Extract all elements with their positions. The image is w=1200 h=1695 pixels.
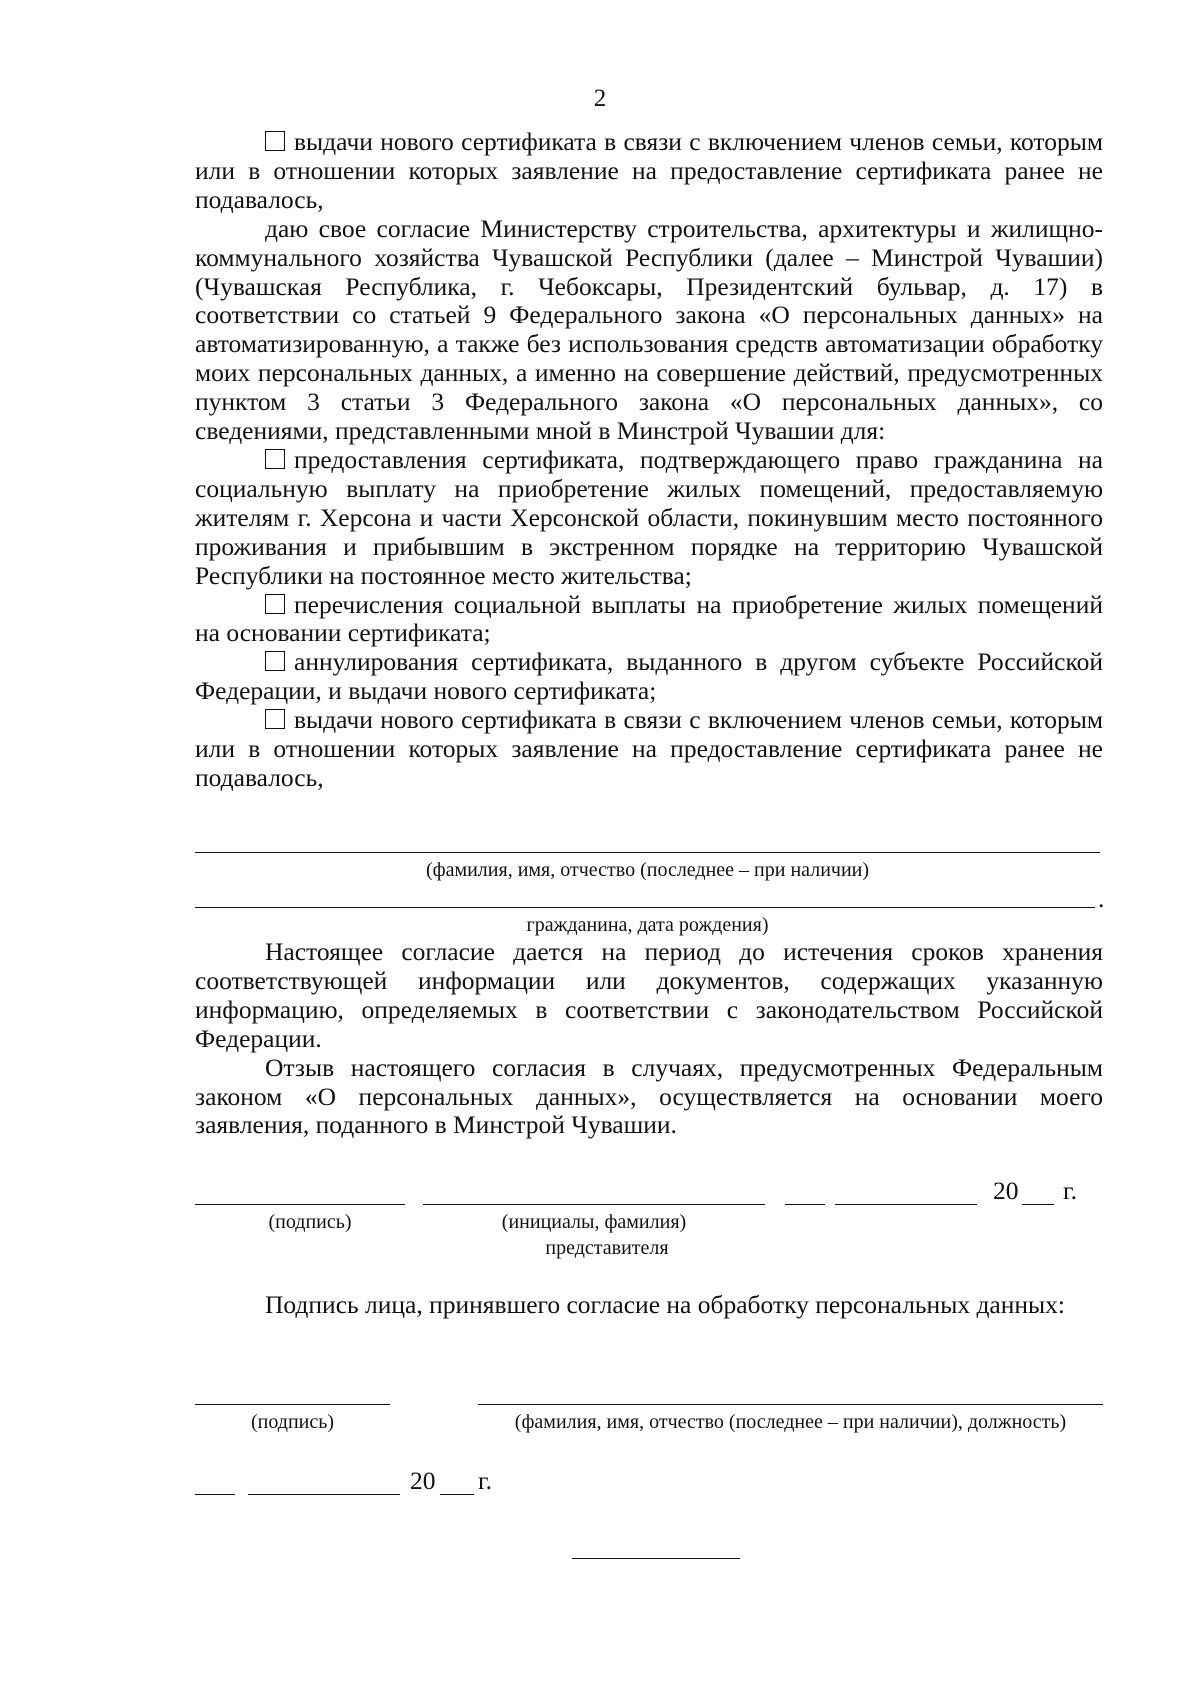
acceptor-title: Подпись лица, принявшего согласие на обработку персональных данных: bbox=[265, 1290, 1066, 1319]
citizen-line[interactable] bbox=[195, 907, 1095, 908]
list-item bbox=[195, 128, 1103, 215]
option-label: выдачи нового сертификата в связи с включением членов семьи, которым или в отношении которых заявление на предоставление сертификата ранее не подавалось, bbox=[195, 127, 1103, 214]
year-line[interactable] bbox=[1022, 1204, 1054, 1205]
line-period: . bbox=[1098, 884, 1105, 913]
year-prefix: 20 bbox=[993, 1176, 1019, 1205]
checkbox[interactable] bbox=[265, 709, 285, 729]
fio-line[interactable] bbox=[195, 852, 1100, 853]
sign-line[interactable] bbox=[195, 1204, 405, 1205]
checkbox[interactable] bbox=[265, 449, 285, 469]
checkbox[interactable] bbox=[265, 651, 285, 671]
option-label: предоставления сертификата, подтверждающего право гражданина на социальную выплату на приобретение жилых помещений, предоставляемую жителям г. Херсона и части Херсонской области, покинувшим место постоянного проживания и прибывшим в экстренном порядке на территорию Чувашской Республики на постоянное место жительства; bbox=[195, 444, 1103, 590]
checkbox[interactable] bbox=[265, 131, 285, 151]
acceptor-year-prefix: 20 bbox=[410, 1466, 436, 1495]
month-line[interactable] bbox=[835, 1204, 977, 1205]
option-label: перечисления социальной выплаты на приобретение жилых помещений на основании сертификата; bbox=[195, 589, 1103, 648]
acceptor-fio-caption: (фамилия, имя, отчество (последнее – при наличии), должность) bbox=[514, 1411, 1067, 1433]
consent-paragraph: даю свое согласие Министерству строительства, архитектуры и жилищно-коммунального хозяйства Чувашской Республики (далее – Минстрой Чувашии) (Чувашская Республика, г. Чебоксары, Президентский бульвар, д. 17) в соответствии со статьей 9 Федерального закона «О персональных данных» на автоматизированную, а также без использования средств автоматизации обработку моих персональных данных, а именно на совершение действий, предусмотренных пунктом 3 статьи 3 Федерального закона «О персональных данных», со сведениями, представленными мной в Минстрой Чувашии для: bbox=[195, 213, 1103, 446]
checkbox[interactable] bbox=[265, 594, 285, 614]
paragraph: Отзыв настоящего согласия в случаях, предусмотренных Федеральным законом «О персональных данных», осуществляется на основании моего заявления, поданного в Минстрой Чувашии. bbox=[195, 1052, 1103, 1140]
option-label: аннулирования сертификата, выданного в другом субъекте Российской Федерации, и выдачи нового сертификата; bbox=[195, 647, 1103, 706]
sign-caption: (подпись) bbox=[268, 1211, 352, 1233]
option-label: выдачи нового сертификата в связи с включением членов семьи, которым или в отношении которых заявление на предоставление сертификата ранее не подавалось, bbox=[195, 705, 1103, 792]
acceptor-month-line[interactable] bbox=[248, 1494, 400, 1495]
paragraph: Настоящее согласие дается на период до истечения сроков хранения соответствующей информации или документов, содержащих указанную информацию, определяемых в соответствии с законодательством Российской Федерации. bbox=[195, 937, 1103, 1053]
initials-line[interactable] bbox=[423, 1204, 765, 1205]
list-item bbox=[195, 706, 1103, 793]
page-number: 2 bbox=[593, 85, 607, 112]
acceptor-sign-line[interactable] bbox=[195, 1404, 390, 1405]
acceptor-year-line[interactable] bbox=[440, 1494, 474, 1495]
citizen-caption: гражданина, дата рождения) bbox=[526, 914, 769, 936]
list-item bbox=[195, 648, 1103, 706]
acceptor-day-line[interactable] bbox=[195, 1494, 235, 1495]
end-divider bbox=[572, 1558, 740, 1559]
list-item bbox=[195, 591, 1103, 649]
initials-caption: (инициалы, фамилия) bbox=[501, 1211, 687, 1233]
acceptor-fio-line[interactable] bbox=[478, 1404, 1103, 1405]
representative-caption: представителя bbox=[545, 1237, 669, 1259]
year-suffix: г. bbox=[1063, 1176, 1077, 1205]
closing-paragraphs bbox=[195, 938, 1103, 1140]
fio-caption: (фамилия, имя, отчество (последнее – при наличии) bbox=[425, 859, 870, 881]
day-line[interactable] bbox=[785, 1204, 825, 1205]
consent-body bbox=[195, 128, 1103, 793]
acceptor-year-suffix: г. bbox=[478, 1466, 492, 1495]
acceptor-sign-caption: (подпись) bbox=[250, 1411, 335, 1433]
list-item bbox=[195, 446, 1103, 591]
